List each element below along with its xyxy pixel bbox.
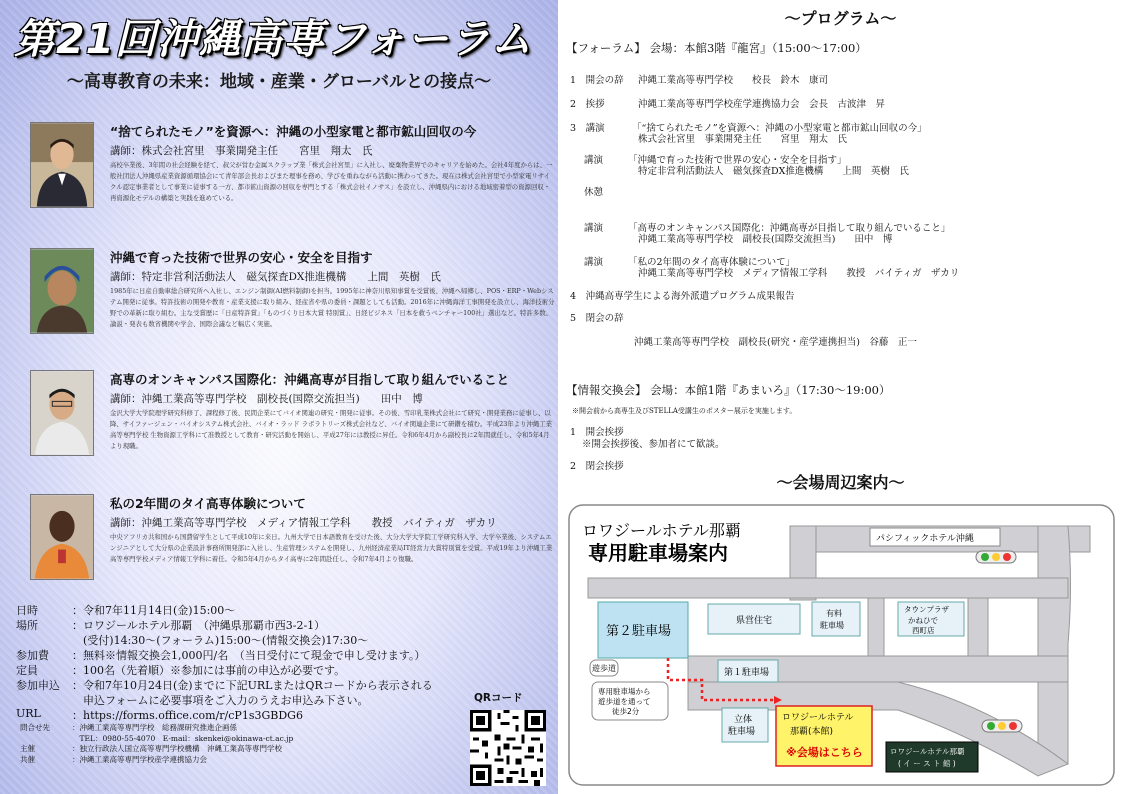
event-info bbox=[16, 602, 546, 764]
info-row-schedule: (受付)14:30～(フォーラム)15:00～(情報交換会)17:30～ bbox=[72, 634, 369, 647]
traffic-light-icon-2 bbox=[982, 720, 1022, 732]
map-townplaza: タウンプラザ bbox=[904, 605, 949, 614]
map-parking-1: 第１駐車場 bbox=[724, 668, 770, 678]
speaker-2-bio: 1985年に日産自動車総合研究所へ入社し、エンジン制御(AI燃料制御)を担当。1995年に神奈川県知事賞を受賞後、沖縄へ帰郷し、POS・ERP・Webシステム開発に従事。特許技術の開発や教育・産業支援に取り組み、経産省や県の委員・課題としても活動。2016年に沖縄海洋工事開発を設立し、海洋技術分野での革新に取り組む。主な受賞歴に「日産特許賞」「ものづくり日本大賞 特別賞」、日経ビジネス「日本を救うベンチャー100社」選出など。特許多数、論説・発表も数省機関や学会、国際会議など幅広く実施。 bbox=[110, 287, 555, 328]
info-row-fee: 参加費 ：無料※情報交換会1,000円/名 （当日受付にて現金で申し受けます。） bbox=[16, 649, 426, 662]
map-multilevel-parking: 立体 bbox=[734, 715, 753, 725]
map-townplaza-3: 西町店 bbox=[912, 626, 935, 635]
exchange-note: ※開会前から高専生及びSTELLA受講生のポスター展示を実施します。 bbox=[572, 407, 797, 415]
speaker-2-photo bbox=[30, 248, 94, 334]
program-item-4: 4 沖縄高専学生による海外派遣プログラム成果報告 bbox=[570, 291, 795, 302]
map-header-hotel: ロワジールホテル那覇 bbox=[582, 521, 741, 540]
map-walk-note-3: 徒歩2分 bbox=[612, 707, 640, 716]
info-row-capacity: 定員 ：100名（先着順）※参加には事前の申込が必要です。 bbox=[16, 664, 346, 677]
map-venue-here: ※会場はこちら bbox=[786, 746, 863, 759]
flyer-left-panel bbox=[0, 0, 558, 794]
program-item-closing-speaker: 沖縄工業高等専門学校 副校長(研究・産学連携担当) 谷藤 正一 bbox=[634, 337, 917, 348]
contact-row: 問合せ先 ：沖縄工業高等専門学校 総務課研究推進企画係 bbox=[20, 723, 237, 732]
qr-code-icon[interactable] bbox=[470, 710, 546, 786]
info-row-apply: 参加申込 ：令和7年10月24日(金)までに下記URLまたはQRコードから表示される bbox=[16, 679, 433, 692]
speaker-4-bio: 中央アフリカ共和国から国費留学生として平成10年に来日。九州大学で日本語教育を受けた後、大分大学大学院工学研究科入学、大学卒業後、システムエンジニアとして大分県の企業設計事務所開発部に入社し、生産管理システムを開発し、九州経済産業局IT経営力大賞特別賞を受賞。平成19年より沖縄工業高等専門学校メディア情報工学科に着任。令和5年4月からタイ高専に2年間赴任し、令和7年4月より復職。 bbox=[110, 533, 553, 563]
program-item-3: 3 講演 「“捨てられたモノ”を資源へ：沖縄の小型家電と都市鉱山回収の今」 株式会社宮里 事業開発主任 宮里 翔太 氏 bbox=[570, 123, 927, 145]
speaker-3-lecturer: 講師：沖縄工業高等専門学校 副校長(国際交流担当) 田中 博 bbox=[110, 393, 423, 405]
application-url-link[interactable]: ：https://forms.office.com/r/cP1s3GBDG6 bbox=[72, 709, 303, 722]
map-paid-parking-2: 駐車場 bbox=[820, 621, 844, 630]
speaker-1-title: “捨てられたモノ”を資源へ：沖縄の小型家電と都市鉱山回収の今 bbox=[110, 124, 477, 139]
contact-row-tel: TEL：0980-55-4070 E-mail：skenkei@okinawa-ct.ac.jp bbox=[72, 733, 294, 743]
map-multilevel-parking-2: 駐車場 bbox=[728, 727, 756, 737]
map-townplaza-2: かねひで bbox=[908, 616, 938, 625]
program-item-lecture-4: 講演 「私の2年間のタイ高専体験について」 沖縄工業高等専門学校 メディア情報工学科 教授 バイティガ ザカリ bbox=[584, 257, 960, 279]
exchange-item-2: 2 閉会挨拶 bbox=[570, 461, 624, 472]
program-item-lecture-2: 講演 「沖縄で育った技術で世界の安心・安全を目指す」 特定非営利活動法人 磁気探査DX推進機構 上間 英樹 氏 bbox=[584, 155, 909, 177]
main-title: 第21回沖縄高専フォーラム bbox=[14, 15, 533, 63]
map-walkway: 遊歩道 bbox=[592, 664, 616, 673]
subtitle: ～高専教育の未来：地域・産業・グローバルとの接点～ bbox=[66, 72, 492, 92]
qr-label: QRコード bbox=[474, 692, 523, 704]
map-walk-note-1: 専用駐車場から bbox=[598, 687, 651, 696]
speaker-4-photo bbox=[30, 494, 94, 580]
speaker-3-title: 高専のオンキャンパス国際化：沖縄高専が目指して取り組んでいること bbox=[110, 372, 510, 387]
speaker-1-bio: 高校卒業後、3年間の社会経験を経て、叔父が営む金属スクラップ業「株式会社宮里」に入社し、廃棄物業界でのキャリアを始めた。会社4年度からは、一般社団法人沖縄県産業資源循環協会にて青年部会長およびまた理事を務め、学びを重ねながら活動に携わってきた。現在は株式会社宮里で小型家電リサイクル認定事業者として事業に従事する一方、都市鉱山資源の回収を専門とする「株式会社イノサス」を設立し、沖縄県内における地域密着型の資源回収・再資源化モデルの構築と実践を進めている。 bbox=[110, 161, 553, 202]
forum-heading: 【フォーラム】 会場：本館3階『龍宮』（15:00～17:00） bbox=[566, 41, 867, 55]
map-hotel-main: ロワジールホテル bbox=[782, 713, 854, 723]
map-hotel-east: ロワジールホテル那覇 bbox=[890, 747, 965, 756]
speaker-1-lecturer: 講師：株式会社宮里 事業開発主任 宮里 翔太 氏 bbox=[110, 145, 373, 157]
map-prefectural-housing: 県営住宅 bbox=[736, 616, 773, 626]
venue-map bbox=[568, 504, 1115, 786]
organizer-row: 主催 ：独立行政法人国立高等専門学校機構 沖縄工業高等専門学校 bbox=[20, 744, 282, 753]
info-row-url[interactable]: URL ：https://forms.office.com/r/cP1s3GBDG6 bbox=[16, 707, 303, 722]
exchange-heading: 【情報交換会】 会場：本館1階『あまいろ』（17:30～19:00） bbox=[566, 383, 891, 397]
map-paid-parking: 有料 bbox=[826, 609, 842, 618]
program-item-break: 休憩 bbox=[584, 187, 604, 198]
speaker-4-lecturer: 講師：沖縄工業高等専門学校 メディア情報工学科 教授 バイティガ ザカリ bbox=[110, 517, 497, 529]
map-header-parking: 専用駐車場案内 bbox=[588, 541, 728, 565]
speaker-2-title: 沖縄で育った技術で世界の安心・安全を目指す bbox=[110, 250, 373, 265]
map-hotel-main-2: 那覇(本館) bbox=[790, 727, 834, 737]
info-row-date: 日時 ：令和7年11月14日(金)15:00～ bbox=[16, 604, 236, 617]
exchange-item-1-note: ※開会挨拶後、参加者にて歓談。 bbox=[582, 439, 725, 450]
co-organizer-row: 共催 ：沖縄工業高等専門学校産学連携協力会 bbox=[20, 754, 207, 764]
exchange-item-1: 1 開会挨拶 bbox=[570, 427, 624, 438]
program-item-2: 2 挨拶 沖縄工業高等専門学校産学連携協力会 会長 古波津 昇 bbox=[570, 99, 886, 110]
map-parking-2: 第２駐車場 bbox=[606, 624, 672, 639]
map-title: ～会場周辺案内～ bbox=[776, 473, 905, 492]
traffic-light-icon bbox=[976, 551, 1016, 563]
program-title: ～プログラム～ bbox=[784, 9, 897, 28]
speaker-1-photo bbox=[30, 122, 94, 208]
program-item-1: 1 開会の辞 沖縄工業高等専門学校 校長 鈴木 康司 bbox=[570, 75, 829, 86]
info-row-apply-2: 申込フォームに必要事項をご入力のうえお申込み下さい。 bbox=[72, 694, 369, 707]
program-item-5: 5 閉会の辞 bbox=[570, 313, 624, 324]
map-walk-note-2: 遊歩道を通って bbox=[598, 697, 651, 706]
map-pacific-hotel: パシフィックホテル沖縄 bbox=[876, 534, 974, 544]
flyer-right-panel bbox=[558, 0, 1123, 794]
speaker-4-title: 私の2年間のタイ高専体験について bbox=[110, 496, 306, 511]
info-row-venue: 場所 ：ロワジールホテル那覇 （沖縄県那覇市西3-2-1） bbox=[16, 619, 326, 632]
speaker-3-bio: 金沢大学大学院理学研究科修了、課程修了後、民間企業にてバイオ関連の研究・開発に従事。その後、雪印乳業株式会社にて研究・開発業務に従事し、以降、サイファージェン・バイオシステム株式会社、バイオ・ラッド ラボラトリーズ株式会社など、バイオ関連企業にて研鑽を積む。平成23年より沖縄工業高等専門学校 生物資源工学科にて准教授として教育・研究活動を開始し、平成27年には教授に昇任。令和6年4月から副校長に2年間就任し、令和5年4月より現職。 bbox=[110, 409, 553, 450]
speaker-3-photo bbox=[30, 370, 94, 456]
program-item-lecture-3: 講演 「高専のオンキャンパス国際化：沖縄高専が目指して取り組んでいること」 沖縄工業高等専門学校 副校長(国際交流担当) 田中 博 bbox=[584, 223, 951, 245]
speaker-2-lecturer: 講師：特定非営利活動法人 磁気探査DX推進機構 上間 英樹 氏 bbox=[110, 271, 441, 283]
map-hotel-east-2: ( イ ー ス ト 館 ) bbox=[898, 759, 956, 768]
